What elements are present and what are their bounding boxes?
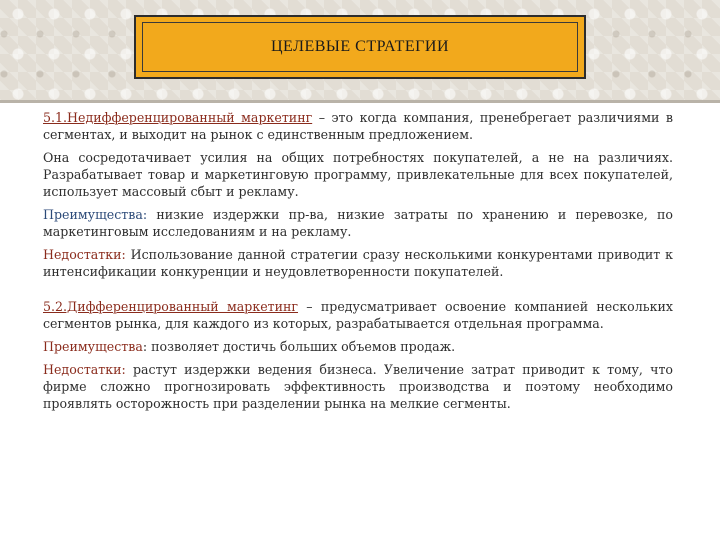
section2-disadvantages-text: растут издержки ведения бизнеса. Увеличение затрат приводит к тому, что фирме сложно прогнозировать эффективность производства и поэтому необходимо проявлять осторожность при разделении рынка на мелкие сегменты. bbox=[43, 362, 673, 411]
section2-disadvantages bbox=[43, 361, 673, 412]
slide-title: ЦЕЛЕВЫЕ СТРАТЕГИИ bbox=[271, 38, 449, 55]
section1-advantages-label: Преимущества: bbox=[43, 207, 148, 222]
section2-advantages-text: : позволяет достичь больших объемов продаж. bbox=[142, 339, 456, 354]
slide-content bbox=[43, 109, 673, 418]
section1-disadvantages-label: Недостатки: bbox=[43, 247, 126, 262]
section2-definition-text: – предусматривает освоение компанией нескольких сегментов рынка, для каждого из которых, разрабатывается отдельная программа. bbox=[43, 299, 673, 331]
section2-advantages-label: Преимущества bbox=[43, 339, 143, 354]
section2-definition bbox=[43, 298, 673, 332]
section1-definition-text: – это когда компания, пренебрегает различиями в сегментах, и выходит на рынок с единственным предложением. bbox=[43, 110, 673, 142]
title-frame bbox=[142, 22, 578, 72]
section1-disadvantages-text: Использование данной стратегии сразу несколькими конкурентами приводит к интенсификации конкуренции и неудовлетворенности покупателей. bbox=[43, 247, 673, 279]
section2-advantages bbox=[43, 338, 673, 355]
title-box bbox=[134, 15, 586, 79]
section2-heading: 5.2.Дифференцированный маркетинг bbox=[43, 299, 299, 314]
section1-description: Она сосредотачивает усилия на общих потребностях покупателей, а не на различиях. Разрабатывает товар и маркетинговую программу, привлекательные для всех покупателей, использует массовый сбыт и рекламу. bbox=[43, 150, 673, 199]
section2-disadvantages-label: Недостатки: bbox=[43, 362, 126, 377]
section1-disadvantages bbox=[43, 246, 673, 280]
section1-definition bbox=[43, 109, 673, 143]
section1-advantages-text: низкие издержки пр-ва, низкие затраты по хранению и перевозке, по маркетинговым исследованиям и на рекламу. bbox=[43, 207, 673, 239]
section1-advantages bbox=[43, 206, 673, 240]
section1-heading: 5.1.Недифференцированный маркетинг bbox=[43, 110, 313, 125]
